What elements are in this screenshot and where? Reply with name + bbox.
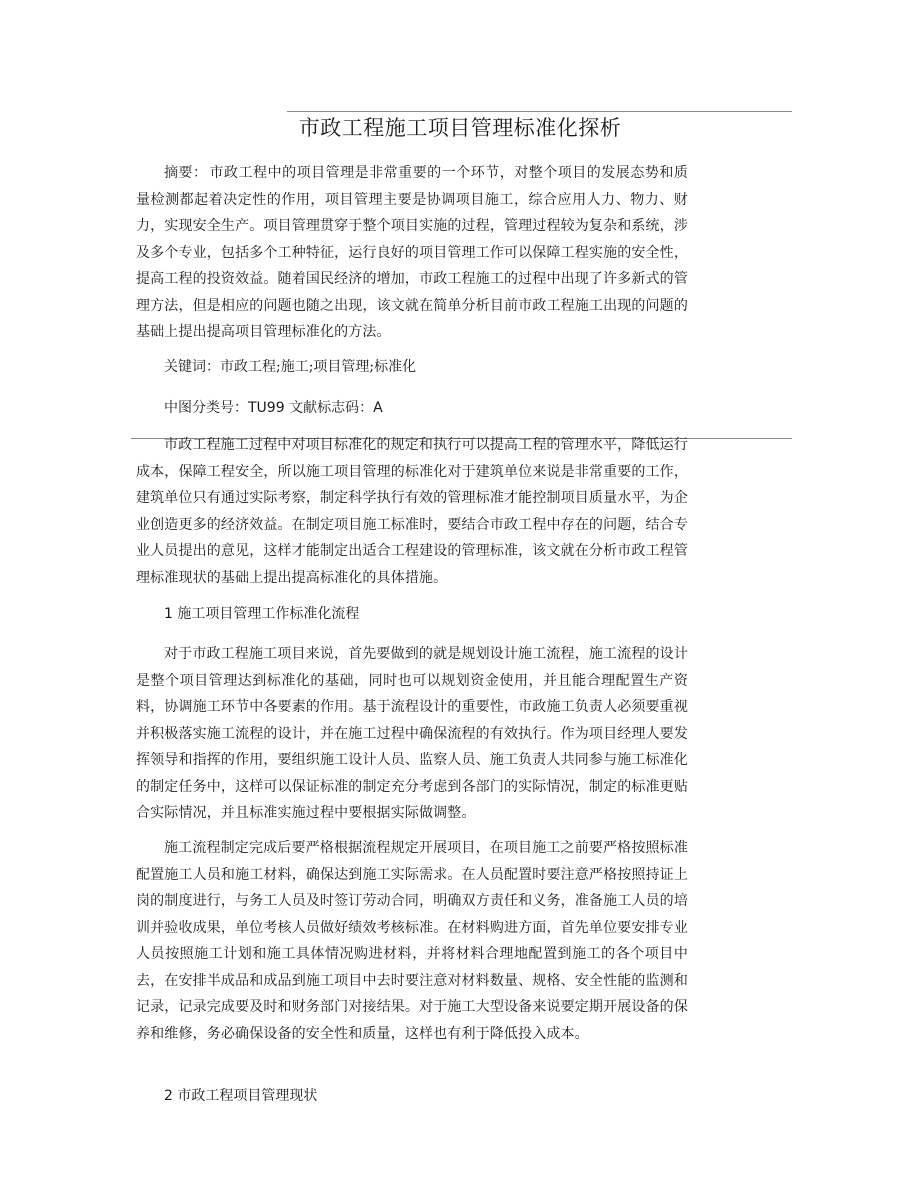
section-1-heading: [136, 601, 359, 627]
section-1-paragraph-1: 对于市政工程施工项目来说，首先要做到的就是规划设计施工流程，施工流程的设计是整个项目管理达到标准化的基础，同时也可以规划资金使用，并且能合理配置生产资料，协调施工环节中各要素的作用。基于流程设计的重要性，市政施工负责人必须要重视并积极落实施工流程的设计，并在施工过程中确保流程的有效执行。作为项目经理人要发挥领导和指挥的作用，要组织施工设计人员、监察人员、施工负责人共同参与施工标准化的制定任务中，这样可以保证标准的制定充分考虑到各部门的实际情况，制定的标准更贴合实际情况，并且标准实施过程中要根据实际做调整。: [136, 646, 688, 821]
section-2-title: 市政工程项目管理现状: [177, 1088, 318, 1104]
paper-title: 市政工程施工项目管理标准化探析: [298, 116, 622, 140]
section-1-number: 1: [164, 606, 178, 622]
abstract-text: 市政工程中的项目管理是非常重要的一个环节，对整个项目的发展态势和质量检测都起着决定性的作用，项目管理主要是协调项目施工，综合应用人力、物力、财力，实现安全生产。项目管理贯穿于整个项目实施的过程，管理过程较为复杂和系统，涉及多个专业，包括多个工种特征，运行良好的项目管理工作可以保障工程实施的安全性，提高工程的投资效益。随着国民经济的增加，市政工程施工的过程中出现了许多新式的管理方法，但是相应的问题也随之出现，该文就在简单分析目前市政工程施工出现的问题的基础上提出提高项目管理标准化的方法。: [136, 165, 688, 340]
document-code-label: 文献标志码：: [284, 400, 374, 416]
abstract-paragraph: [136, 160, 688, 346]
section-1-title: 施工项目管理工作标准化流程: [177, 606, 360, 622]
classification-label: 中图分类号：: [164, 400, 248, 416]
document-code: A: [373, 400, 383, 416]
intro-paragraph: 市政工程施工过程中对项目标准化的规定和执行可以提高工程的管理水平，降低运行成本，保障工程安全，所以施工项目管理的标准化对于建筑单位来说是非常重要的工作，建筑单位只有通过实际考察，制定科学执行有效的管理标准才能控制项目质量水平，为企业创造更多的经济效益。在制定项目施工标准时，要结合市政工程中存在的问题，结合专业人员提出的意见，这样才能制定出适合工程建设的管理标准，该文就在分析市政工程管理标准现状的基础上提出提高标准化的具体措施。: [136, 437, 688, 586]
section-2-heading: [136, 1083, 317, 1109]
header-rule: [287, 111, 792, 112]
section-2-number: 2: [164, 1088, 178, 1104]
keywords-line: 关键词：市政工程;施工;项目管理;标准化: [164, 359, 417, 375]
section-1-paragraph-2: 施工流程制定完成后要严格根据流程规定开展项目，在项目施工之前要严格按照标准配置施工人员和施工材料，确保达到施工实际需求。在人员配置时要注意严格按照持证上岗的制度进行，与务工人员及时签订劳动合同，明确双方责任和义务，准备施工人员的培训并验收成果，单位考核人员做好绩效考核标准。在材料购进方面，首先单位要安排专业人员按照施工计划和施工具体情况购进材料，并将材料合理地配置到施工的各个项目中去，在安排半成品和成品到施工项目中去时要注意对材料数量、规格、安全性能的监测和记录，记录完成要及时和财务部门对接结果。对于施工大型设备来说要定期开展设备的保养和维修，务必确保设备的安全性和质量，这样也有利于降低投入成本。: [136, 840, 688, 1042]
classification-line: [136, 395, 696, 421]
abstract-label: 摘要：: [164, 165, 208, 181]
classification-code: TU99: [248, 400, 285, 416]
